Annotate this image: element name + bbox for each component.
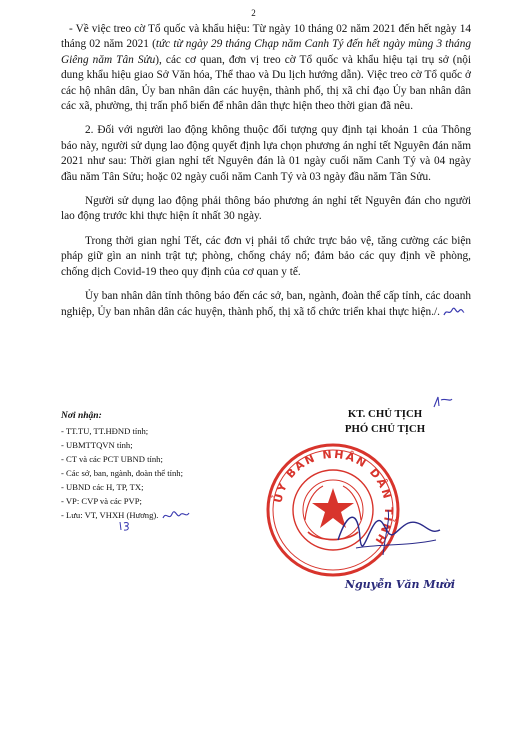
initial-mark-icon xyxy=(432,394,454,410)
initials-scribble-icon xyxy=(443,307,465,317)
signer-name: Nguyễn Văn Mười xyxy=(344,578,456,591)
signer-position: PHÓ CHỦ TỊCH xyxy=(344,423,426,435)
handwritten-signature xyxy=(328,500,448,570)
signature-block xyxy=(300,407,470,437)
recipients-title: Nơi nhận: xyxy=(61,411,102,421)
document-body xyxy=(61,22,471,329)
recipient-item: - TT.TU, TT.HĐND tỉnh; xyxy=(61,426,149,436)
signer-authority: KT. CHỦ TỊCH xyxy=(347,408,423,420)
clerk-number-scribble-icon xyxy=(118,520,132,532)
paragraph-notice-employees: Người sử dụng lao động phải thông báo phương án nghỉ tết Nguyên đán cho người lao động trước khi thực hiện ít nhất 30 ngày. xyxy=(61,195,471,223)
recipient-item: - UBND các H, TP, TX; xyxy=(61,482,144,492)
seal-text: ỦY BAN NHÂN DÂN TỈNH xyxy=(271,447,396,548)
paragraph-holiday-options: 2. Đối với người lao động không thuộc đối tượng quy định tại khoản 1 của Thông báo này, người sử dụng lao động quyết định lựa chọn phương án nghỉ tết Nguyên đán năm 2021 như sau: Thời gian nghỉ tết Nguyên đán là 01 ngày cuối năm Canh Tý và 04 ngày đầu năm Tân Sửu; hoặc 02 ngày cuối năm Canh Tý và 03 ngày đầu năm Tân Sửu. xyxy=(61,124,471,183)
paragraph-implementation: Ủy ban nhân dân tỉnh thông báo đến các sở, ban, ngành, đoàn thể cấp tỉnh, các doanh nghiệp, Ủy ban nhân dân các huyện, thành phố, thị xã tổ chức triển khai thực hiện./. xyxy=(61,290,471,318)
recipient-item: - VP: CVP và các PVP; xyxy=(61,496,142,506)
lunar-date-note: tức từ ngày 29 tháng Chạp năm Canh Tý đến hết ngày mùng 3 tháng Giêng năm Tân Sửu xyxy=(61,38,471,66)
recipient-item: - Các sở, ban, ngành, đoàn thể tỉnh; xyxy=(61,468,183,478)
paragraph-security-duty: Trong thời gian nghỉ Tết, các đơn vị phải tổ chức trực bảo vệ, tăng cường các biện pháp giữ gìn an ninh trật tự; phòng, chống cháy nổ; đảm bảo các quy định về phòng, chống dịch Covid-19 theo quy định của cơ quan y tế. xyxy=(61,234,471,278)
recipient-item: - Lưu: VT, VHXH (Hương). xyxy=(61,508,271,523)
recipient-item: - CT và các PCT UBND tỉnh; xyxy=(61,454,163,464)
paragraph-flag-hanging: - Về việc treo cờ Tổ quốc và khẩu hiệu: Từ ngày 10 tháng 02 năm 2021 đến hết ngày 14 tháng 02 năm 2021 (tức từ ngày 29 tháng Chạp năm Canh Tý đến hết ngày mùng 3 tháng Giêng năm Tân Sửu), các cơ quan, đơn vị treo cờ Tổ quốc và khẩu hiệu tại trụ sở (nội dung khẩu hiệu giao Sở Văn hóa, Thể thao và Du lịch hướng dẫn). Việc treo cờ Tổ quốc ở các hộ nhân dân, Ủy ban nhân dân các huyện, thành phố, thị xã chỉ đạo Ủy ban nhân dân các xã, phường, thị trấn phổ biến để nhân dân thực hiện theo thời gian đã nêu. xyxy=(61,23,471,113)
page-number: 2 xyxy=(251,8,256,18)
recipients-list xyxy=(61,409,271,523)
clerk-initials-icon xyxy=(161,509,191,523)
recipient-item: - UBMTTQVN tỉnh; xyxy=(61,440,133,450)
